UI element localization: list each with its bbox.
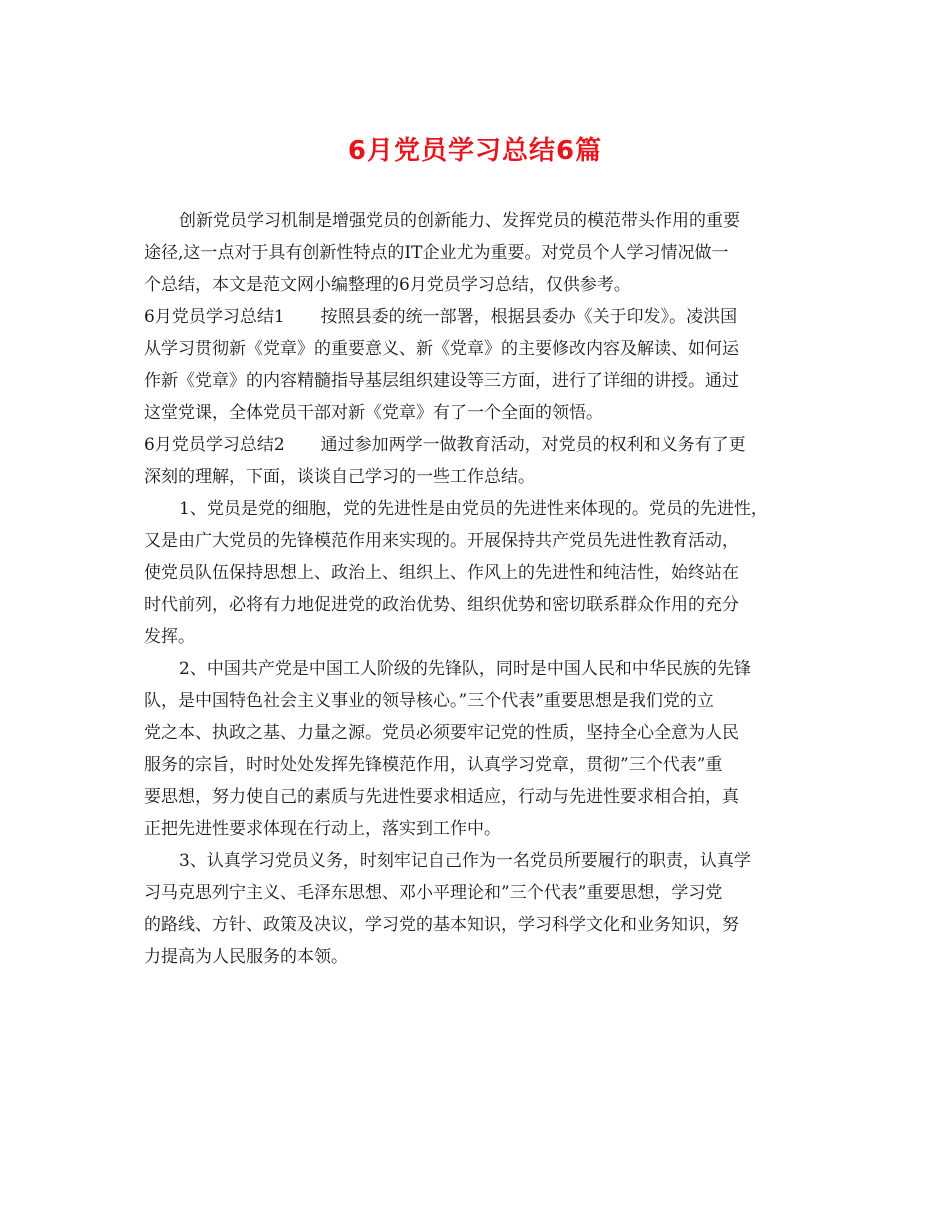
text-line: 正把先进性要求体现在行动上，落实到工作中。	[144, 819, 501, 839]
text-line: 途径,这一点对于具有创新性特点的IT企业尤为重要。对党员个人学习情况做一	[144, 243, 729, 263]
text-line: 习马克思列宁主义、毛泽东思想、邓小平理论和”三个代表”重要思想，学习党	[144, 883, 723, 903]
text-line: 队，是中国特色社会主义事业的领导核心。”三个代表”重要思想是我们党的立	[144, 691, 714, 711]
text-line: 个总结，本文是范文网小编整理的6月党员学习总结，仅供参考。	[144, 275, 631, 295]
section-text: 按照县委的统一部署，根据县委办《关于印发》。凌洪国	[320, 307, 738, 327]
document-body	[144, 205, 814, 973]
text-line: 时代前列，必将有力地促进党的政治优势、组织优势和密切联系群众作用的充分	[144, 595, 739, 615]
point-3-paragraph	[144, 845, 814, 973]
text-line: 发挥。	[144, 627, 195, 647]
text-line	[144, 301, 814, 333]
section-text: 通过参加两学一做教育活动，对党员的权利和义务有了更	[320, 435, 746, 455]
text-line: 作新《党章》的内容精髓指导基层组织建设等三方面，进行了详细的讲授。通过	[144, 371, 739, 391]
text-line: 又是由广大党员的先锋模范作用来实现的。开展保持共产党员先进性教育活动，	[144, 531, 739, 551]
section-2	[144, 429, 814, 493]
text-line: 从学习贯彻新《党章》的重要意义、新《党章》的主要修改内容及解读、如何运	[144, 339, 739, 359]
point-1-paragraph	[144, 493, 814, 653]
intro-paragraph	[144, 205, 814, 301]
section-1	[144, 301, 814, 429]
text-line	[144, 429, 814, 461]
section-heading: 6月党员学习总结1	[144, 307, 285, 327]
text-line: 服务的宗旨，时时处处发挥先锋模范作用，认真学习党章，贯彻”三个代表”重	[144, 755, 723, 775]
text-line: 创新党员学习机制是增强党员的创新能力、发挥党员的模范带头作用的重要	[179, 211, 740, 231]
text-line: 力提高为人民服务的本领。	[144, 947, 348, 967]
section-heading: 6月党员学习总结2	[144, 435, 285, 455]
text-line: 3、认真学习党员义务，时刻牢记自己作为一名党员所要履行的职责，认真学	[179, 851, 751, 871]
text-line: 1、党员是党的细胞，党的先进性是由党员的先进性来体现的。党员的先进性，	[179, 499, 768, 519]
text-line: 这堂党课，全体党员干部对新《党章》有了一个全面的领悟。	[144, 403, 603, 423]
text-line: 党之本、执政之基、力量之源。党员必须要牢记党的性质，坚持全心全意为人民	[144, 723, 739, 743]
text-line: 2、中国共产党是中国工人阶级的先锋队，同时是中国人民和中华民族的先锋	[179, 659, 751, 679]
text-line: 使党员队伍保持思想上、政治上、组织上、作风上的先进性和纯洁性，始终站在	[144, 563, 739, 583]
document-title: 6月党员学习总结6篇	[347, 136, 603, 166]
text-line: 深刻的理解，下面，谈谈自己学习的一些工作总结。	[144, 467, 535, 487]
point-2-paragraph	[144, 653, 814, 845]
text-line: 的路线、方针、政策及决议，学习党的基本知识，学习科学文化和业务知识，努	[144, 915, 739, 935]
text-line: 要思想，努力使自己的素质与先进性要求相适应，行动与先进性要求相合拍，真	[144, 787, 739, 807]
